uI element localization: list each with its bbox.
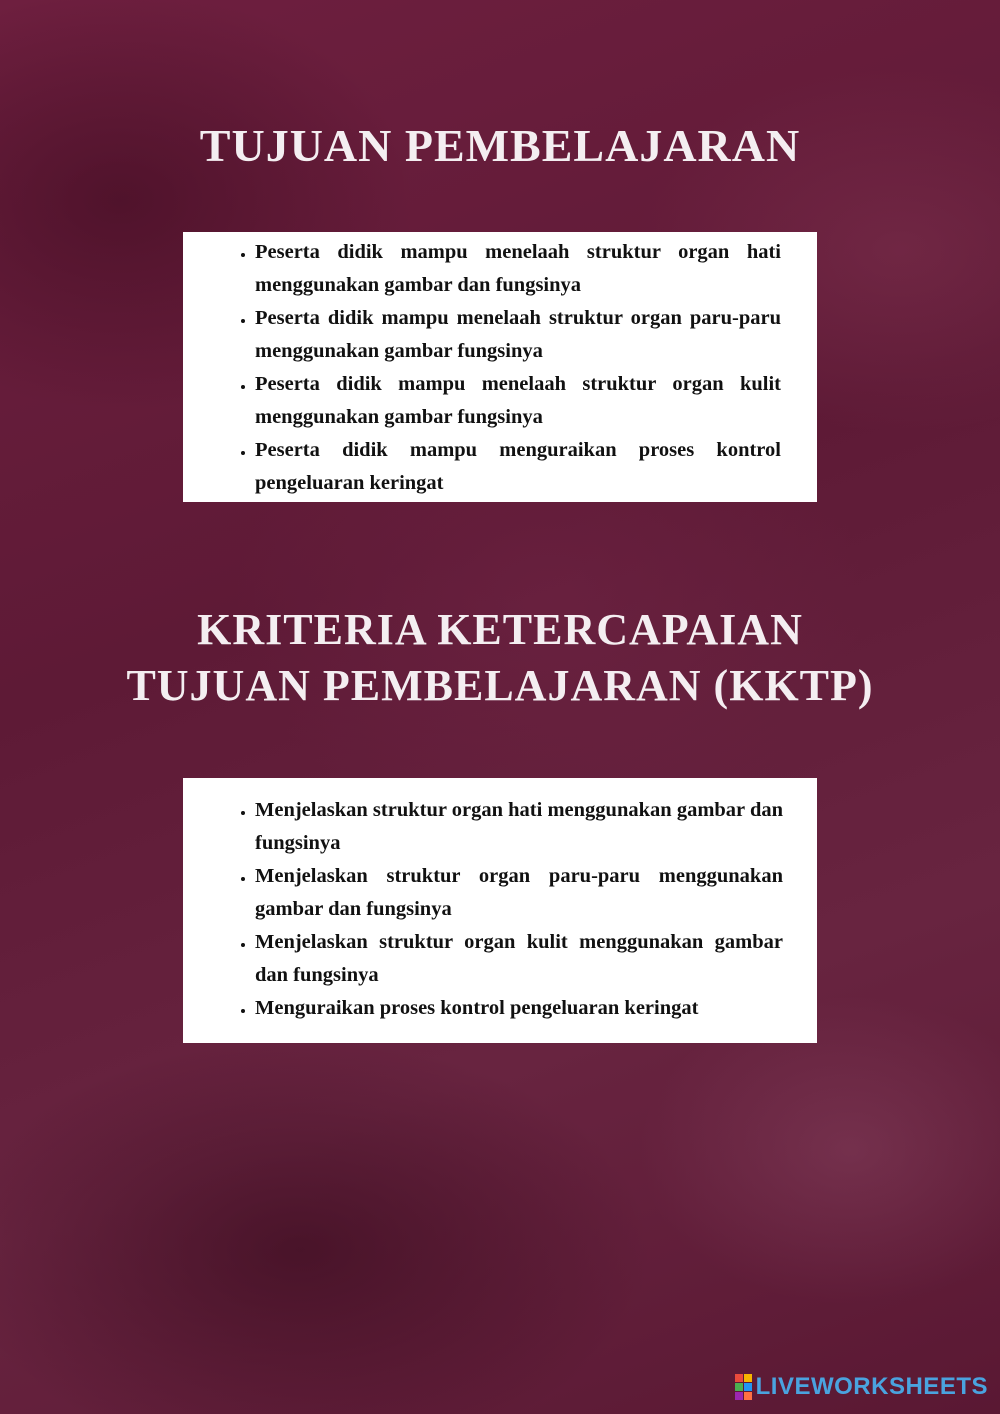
section-title-kktp: [0, 602, 1000, 714]
liveworksheets-logo[interactable]: [735, 1372, 988, 1402]
logo-block: [735, 1392, 743, 1400]
list-item: • Peserta didik mampu menelaah struktur organ hati menggunakan gambar dan fungsinya: [255, 236, 781, 302]
criteria-box: [183, 778, 817, 1043]
brand-name: LIVEWORKSHEETS: [755, 1373, 988, 1400]
objectives-box: [183, 232, 817, 502]
logo-block: [744, 1392, 752, 1400]
list-item: • Menjelaskan struktur organ paru-paru menggunakan gambar dan fungsinya: [255, 860, 783, 926]
objectives-list: [238, 236, 817, 500]
logo-blocks-icon: [735, 1374, 752, 1400]
list-item: • Peserta didik mampu menelaah struktur organ paru-paru menggunakan gambar fungsinya: [255, 302, 781, 368]
list-item: • Peserta didik mampu menguraikan proses kontrol pengeluaran keringat: [255, 434, 781, 500]
logo-block: [735, 1374, 743, 1382]
logo-block: [744, 1374, 752, 1382]
list-item: • Menjelaskan struktur organ hati menggunakan gambar dan fungsinya: [255, 794, 783, 860]
criteria-list: [238, 794, 783, 1025]
section-title-line-1: KRITERIA KETERCAPAIAN: [197, 605, 803, 654]
section-title-line-2: TUJUAN PEMBELAJARAN (KKTP): [126, 661, 874, 710]
section-title-tujuan: TUJUAN PEMBELAJARAN: [199, 120, 801, 171]
logo-block: [735, 1383, 743, 1391]
logo-block: [744, 1383, 752, 1391]
list-item: • Peserta didik mampu menelaah struktur organ kulit menggunakan gambar fungsinya: [255, 368, 781, 434]
list-item: • Menguraikan proses kontrol pengeluaran keringat: [255, 992, 783, 1025]
list-item: • Menjelaskan struktur organ kulit menggunakan gambar dan fungsinya: [255, 926, 783, 992]
